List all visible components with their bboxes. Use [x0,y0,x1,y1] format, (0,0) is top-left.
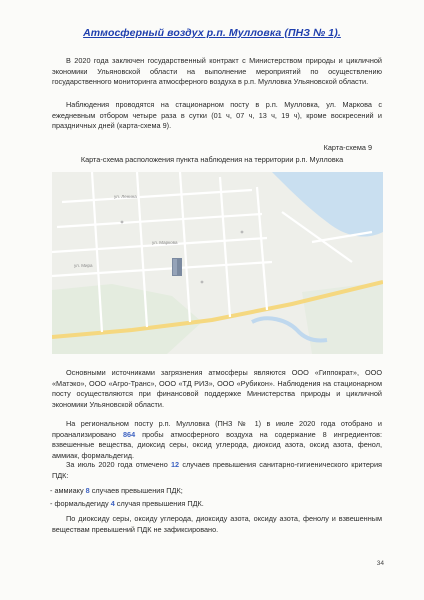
list-item-post: случаев превышения ПДК; [89,486,183,495]
map-title: Карта-схема расположения пункта наблюдения на территории р.п. Мулловка [80,155,344,164]
page-number: 34 [376,560,384,567]
exceedances-count: 12 [171,460,180,469]
list-item-count: 4 [110,499,115,508]
street-label: ул. Мира [74,263,93,268]
page-title: Атмосферный воздух р.п. Мулловка (ПНЗ № 1). [83,27,341,39]
samples-count: 864 [122,429,136,439]
samples-text-pre: На региональном посту р.п. Мулловка (ПНЗ № 1) в июле 2020 года отобрано и проанализировано [52,419,382,439]
poi-dot [241,231,244,234]
location-map [52,172,383,354]
paragraph-contract: В 2020 года заключен государственный контракт с Министерством природы и цикличной экономики Ульяновской области на выполнение мероприятий по осуществлению государственного мониторинга атмосферного воздуха в р.п. Мулловка Ульяновской области. [52,56,382,86]
map-graphic [52,172,383,354]
exceedances-text-post: случаев превышения санитарно-гигиенического критерия ПДК: [52,460,382,480]
paragraph-exceedances [52,460,382,481]
list-item-count: 8 [85,486,90,495]
samples-text-post: пробы атмосферного воздуха на содержание 8 ингредиентов: взвешенные вещества, диоксид серы, оксид углерода, диоксид азота, оксид азота, фенол, аммиак, формальдегид. [52,429,382,460]
list-item-pre: - аммиаку [50,486,86,495]
paragraph-samples [52,419,382,461]
list-item-pre: - формальдегиду [50,499,111,508]
observation-post-marker-shade [173,259,177,275]
map-label: Карта-схема 9 [323,143,372,152]
exceedances-text-pre: За июль 2020 года отмечено [66,460,171,469]
paragraph-no-exceedances: По диоксиду серы, оксиду углерода, диоксиду азота, оксиду азота, фенолу и взвешенным веществам превышений ПДК не зафиксировано. [52,514,382,534]
street-label: ул. Ленина [114,194,137,199]
list-item [50,486,183,495]
paragraph-observations: Наблюдения проводятся на стационарном посту в р.п. Мулловка, ул. Маркова с ежедневным отбором четыре раза в сутки (01 ч, 07 ч, 13 ч, 19 ч), кроме воскресений и праздничных дней (карта-схема 9). [52,100,382,130]
list-item-post: случая превышения ПДК. [114,499,204,508]
poi-dot [121,221,124,224]
street-label: ул. Маркова [152,240,178,245]
list-item [50,499,204,508]
paragraph-sources: Основными источниками загрязнения атмосферы являются ООО «Гиппократ», ООО «Матэко», ООО «Агро-Транс», ООО «ТД РИЗ», ООО «Рубикон». Наблюдения на стационарном посту осуществляются при финансовой поддержке Министерства природы и цикличной экономики Ульяновской области. [52,368,382,409]
poi-dot [201,281,204,284]
